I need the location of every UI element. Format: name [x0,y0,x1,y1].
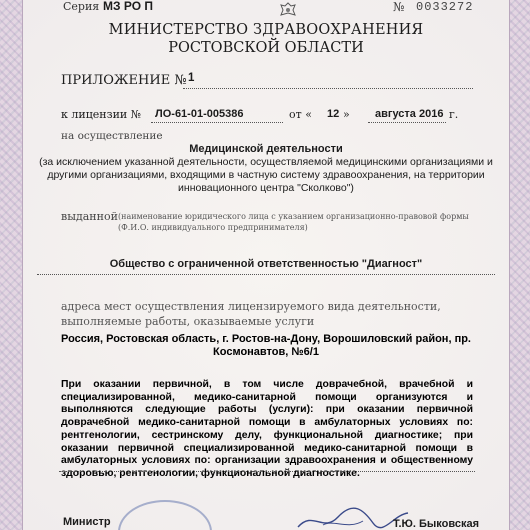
region-title: РОСТОВСКОЙ ОБЛАСТИ [168,40,364,56]
address-label: адреса мест осуществления лицензируемого вида деятельности, выполняемые работы, оказываемые услуги [61,300,441,328]
document-page [22,0,510,530]
works-underline [59,471,475,472]
license-day: 12 [327,108,340,120]
official-stamp-icon [118,500,212,530]
minister-title: Министр [63,516,111,528]
works-description: При оказании первичной, в том числе доврачебной, врачебной и специализированной, медико-санитарной помощи организуются и выполняются следующие работы (услуги): при оказании первичной доврачебной медико-санитарной помощи в амбулаторных условиях по: рентгенологии, сестринскому делу, функциональной диагностике; при оказании первичной специализированной медико-санитарной помощи в амбулаторных условиях по: организации здравоохранения и общественному здоровью, рентгенологии, функциональной диагностике. [61,379,473,479]
license-year-suffix: г. [449,108,459,121]
license-label: к лицензии № [61,108,142,121]
ministry-title: МИНИСТЕРСТВО ЗДРАВООХРАНЕНИЯ [108,22,424,38]
number-label: № [393,0,405,14]
license-day-close: » [343,108,350,121]
license-from-label: от « [289,108,312,121]
minister-name: Т.Ю. Быковская [393,518,480,530]
license-number: ЛО-61-01-005386 [155,108,244,120]
organization-underline [37,274,495,275]
license-month-year: августа 2016 [375,108,444,120]
series-label: Серия [63,0,100,13]
license-date-underline [368,122,446,123]
license-number-underline [151,122,283,123]
activity-main: Медицинской деятельности [189,143,343,155]
issued-note: (наименование юридического лица с указанием организационно-правовой формы (Ф.И.О. индивидуального предпринимателя) [118,212,469,232]
address-value: Россия, Ростовская область, г. Ростов-на-Дону, Ворошиловский район, пр. Космонавтов, №6/1 [61,333,471,358]
series-value: МЗ РО П [103,0,153,13]
activity-description: (за исключением указанной деятельности, осуществляемой медицинскими организациями и другими организациями, входящими в частную систему здравоохранения, на территории инновационного центра "Сколково") [39,156,493,194]
number-value: 0033272 [416,0,474,14]
appendix-value: 1 [188,72,195,84]
activity-label: на осуществление [61,130,163,142]
appendix-underline [183,88,473,89]
issued-label: выданной [61,210,118,223]
coat-of-arms-icon [278,2,298,18]
appendix-label: ПРИЛОЖЕНИЕ № [61,73,187,88]
organization-name: Общество с ограниченной ответственностью "Диагност" [109,258,423,270]
